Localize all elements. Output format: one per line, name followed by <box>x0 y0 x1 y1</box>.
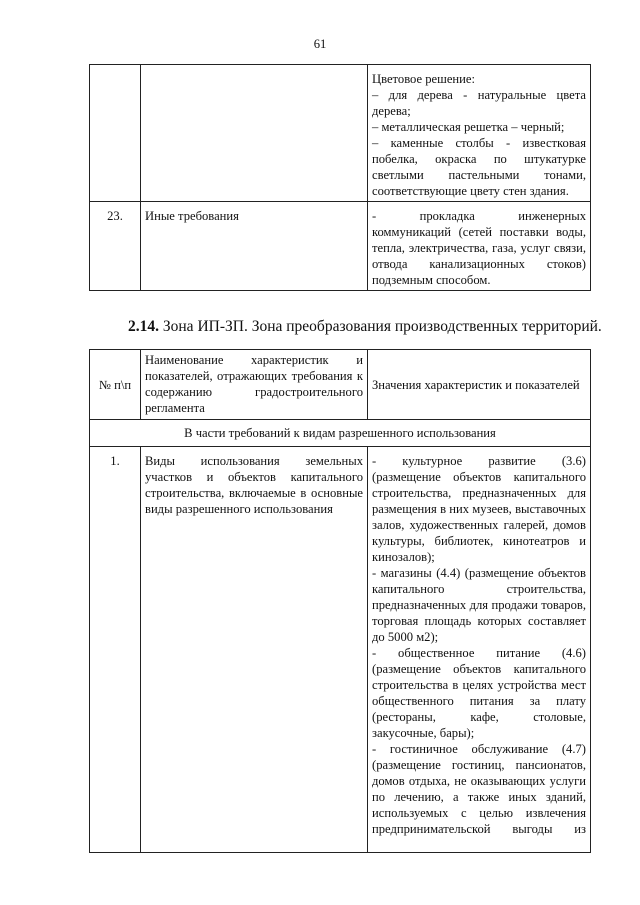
section-number: 2.14. <box>128 318 159 335</box>
text-line: содержанию градостроительного <box>145 385 363 399</box>
text-line: (рестораны, кафе, столовые, <box>372 710 586 724</box>
text-line: кинозалов); <box>372 550 435 564</box>
row-name-cell <box>141 447 368 853</box>
table-row <box>90 447 591 853</box>
text-line: регламента <box>145 401 205 415</box>
table-row <box>90 202 591 291</box>
text-line: размещения в них музеев, выставочных <box>372 502 586 516</box>
text-line: Виды использования земельных <box>145 454 363 468</box>
table-subheader-row <box>90 420 591 447</box>
text-line: строительства, предназначенных для <box>372 486 586 500</box>
text-line: – металлическая решетка – черный; <box>372 120 565 134</box>
text-line: дерева; <box>372 104 411 118</box>
text-line: – для дерева - натуральные цвета <box>372 88 586 102</box>
text-line: закусочные, бары); <box>372 726 475 740</box>
text-line: по лечению, а также иных зданий, <box>372 790 586 804</box>
text-line: подземным способом. <box>372 273 491 287</box>
text-line: – каменные столбы - известковая <box>372 136 586 150</box>
text-line: культуры, библиотек, кинотеатров и <box>372 534 586 548</box>
section-title: Зона ИП-ЗП. Зона преобразования производственных территорий. <box>159 318 602 335</box>
text-line: (размещение гостиниц, пансионатов, <box>372 758 586 772</box>
text-line: до 5000 м2); <box>372 630 439 644</box>
text-line: виды разрешенного использования <box>145 502 333 516</box>
zone-requirements-table <box>89 349 591 853</box>
text-line: домов отдыха, не оказывающих услуги <box>372 774 586 788</box>
text-line: - общественное питание (4.6) <box>372 646 586 660</box>
row-number-cell <box>90 65 141 202</box>
row-name-cell: Иные требования <box>141 202 368 291</box>
table-header-row <box>90 350 591 420</box>
text-line: Цветовое решение: <box>372 72 475 86</box>
text-line: торговая площадь которых составляет <box>372 614 586 628</box>
text-line: показателей, отражающих требования к <box>145 369 363 383</box>
text-line: общественного питания за плату <box>372 694 586 708</box>
text-line: - прокладка инженерных <box>372 209 586 223</box>
text-line: (размещение объектов капитального <box>372 470 586 484</box>
text-line: побелка, окраска по штукатурке <box>372 152 586 166</box>
text-line: залов, художественных галерей, домов <box>372 518 586 532</box>
row-number-cell: 1. <box>90 447 141 853</box>
table-row <box>90 65 591 202</box>
text-line: тепла, электричества, газа, услуг связи, <box>372 241 586 255</box>
requirements-table-continued <box>89 64 591 291</box>
text-line: предназначенных для продажи товаров, <box>372 598 586 612</box>
subheader-cell: В части требований к видам разрешенного использования <box>90 420 591 447</box>
text-line: участков и объектов капитального <box>145 470 363 484</box>
row-value-cell <box>368 65 591 202</box>
text-line: капитального строительства, <box>372 582 586 596</box>
text-line: светлыми пастельными тонами, <box>372 168 586 182</box>
row-value-cell <box>368 447 591 853</box>
header-number-cell: № п\п <box>90 350 141 420</box>
text-line: отвода канализационных стоков) <box>372 257 586 271</box>
text-line: - магазины (4.4) (размещение объектов <box>372 566 586 580</box>
row-name-cell <box>141 65 368 202</box>
text-line: Наименование характеристик и <box>145 353 363 367</box>
text-line: предпринимательской выгоды из <box>372 822 586 836</box>
header-name-cell <box>141 350 368 420</box>
text-line: - гостиничное обслуживание (4.7) <box>372 742 586 756</box>
text-line: коммуникаций (сетей поставки воды, <box>372 225 586 239</box>
page-number: 61 <box>313 37 327 51</box>
text-line: (размещение объектов капитального <box>372 662 586 676</box>
row-number-cell: 23. <box>90 202 141 291</box>
text-line: - культурное развитие (3.6) <box>372 454 586 468</box>
text-line: соответствующие цвету стен здания. <box>372 184 569 198</box>
section-heading <box>128 318 602 336</box>
text-line: строительства, включаемые в основные <box>145 486 363 500</box>
header-value-cell: Значения характеристик и показателей <box>368 350 591 420</box>
text-line: используемых с целью извлечения <box>372 806 586 820</box>
text-line: строительства в целях устройства мест <box>372 678 586 692</box>
row-value-cell <box>368 202 591 291</box>
